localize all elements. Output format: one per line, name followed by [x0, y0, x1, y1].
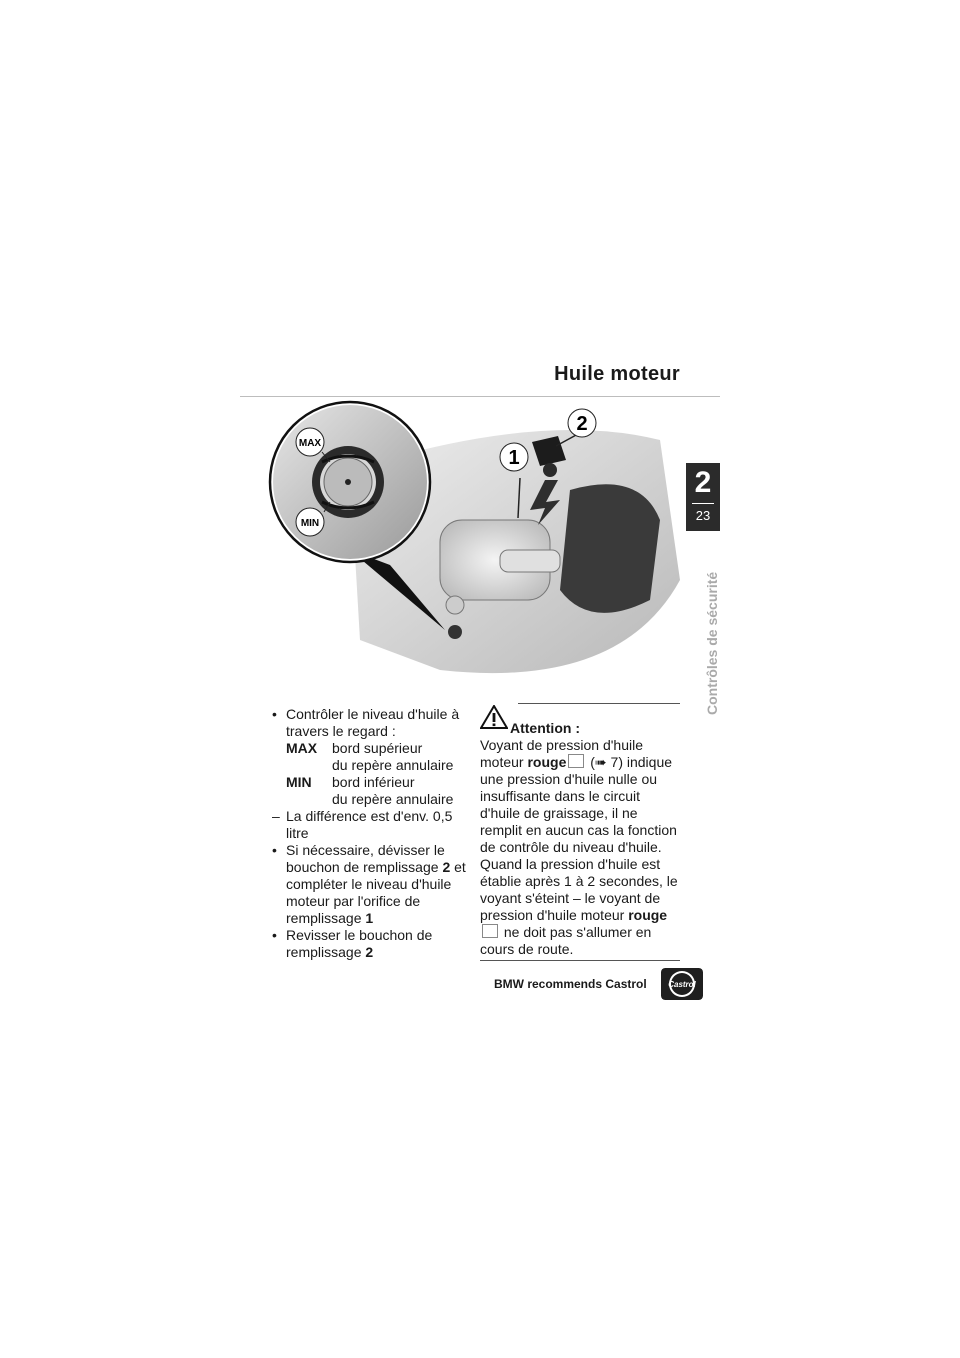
warning-triangle-icon: [480, 705, 508, 729]
attention-top-rule: [518, 703, 680, 704]
list-item: [272, 842, 472, 927]
callout-2: 2: [576, 413, 588, 435]
attention-heading: Attention :: [510, 720, 580, 736]
chapter-number: 2: [694, 466, 712, 499]
attention-bottom-rule: [480, 960, 680, 961]
color-rouge: rouge: [628, 907, 668, 923]
attention-text: Voyant de pression d'huile moteur rouge (➠ 7) indique une pression d'huile nulle ou insuffisante dans le circuit d'huile de graissage, il ne remplit en aucun cas la fonction de contrôle du niveau d'huile. Quand la pression d'huile est établie après 1 à 2 secondes, le voyant s'éteint – le voyant de pression d'huile moteur rouge ne doit pas s'allumer en cours de route.: [480, 737, 678, 957]
min-label: MIN: [300, 518, 320, 529]
min-value-line2: du repère annulaire: [332, 791, 454, 807]
list-item: [272, 808, 472, 842]
max-definition: [272, 740, 472, 774]
castrol-recommendation: BMW recommends Castrol: [494, 977, 647, 991]
max-value: [332, 740, 472, 774]
oil-pressure-icon: [482, 924, 498, 938]
bullet: •: [272, 927, 277, 943]
bullet: •: [272, 706, 277, 722]
item-text: Revisser le bouchon de remplissage 2: [286, 927, 433, 960]
title-divider: [240, 396, 720, 397]
ref-1: 1: [365, 910, 374, 926]
dash: –: [272, 808, 280, 824]
page-title: Huile moteur: [554, 363, 680, 385]
max-value-line2: du repère annulaire: [332, 757, 454, 773]
castrol-logo: [661, 968, 703, 1000]
item-text: La différence est d'env. 0,5 litre: [286, 808, 453, 841]
page-number: 23: [695, 508, 711, 523]
attention-box: [480, 703, 680, 961]
min-value: [332, 774, 472, 808]
callout-1: 1: [508, 447, 520, 469]
section-title-vertical: Contrôles de sécurité: [704, 571, 720, 715]
max-value-line1: bord supérieur: [332, 740, 423, 756]
castrol-logo-text: Castrol: [668, 980, 696, 989]
min-value-line1: bord inférieur: [332, 774, 415, 790]
item-text: Si nécessaire, dévisser le bouchon de remplissage 2 et compléter le niveau d'huile moteur par l'orifice de remplissage 1: [286, 842, 466, 926]
color-rouge: rouge: [527, 754, 567, 770]
min-definition: [272, 774, 472, 808]
list-item: [272, 706, 472, 740]
max-key: MAX: [286, 740, 318, 756]
bullet: •: [272, 842, 277, 858]
item-text: Contrôler le niveau d'huile à travers le regard :: [286, 706, 460, 739]
ref-2: 2: [442, 859, 451, 875]
list-item: [272, 927, 472, 961]
engine-oil-illustration: [240, 400, 680, 690]
chapter-tab: [686, 463, 720, 531]
max-label: MAX: [298, 438, 322, 449]
min-key: MIN: [286, 774, 312, 790]
instructions-column: [272, 706, 472, 961]
ref-2: 2: [365, 944, 374, 960]
oil-pressure-icon: [568, 754, 584, 768]
